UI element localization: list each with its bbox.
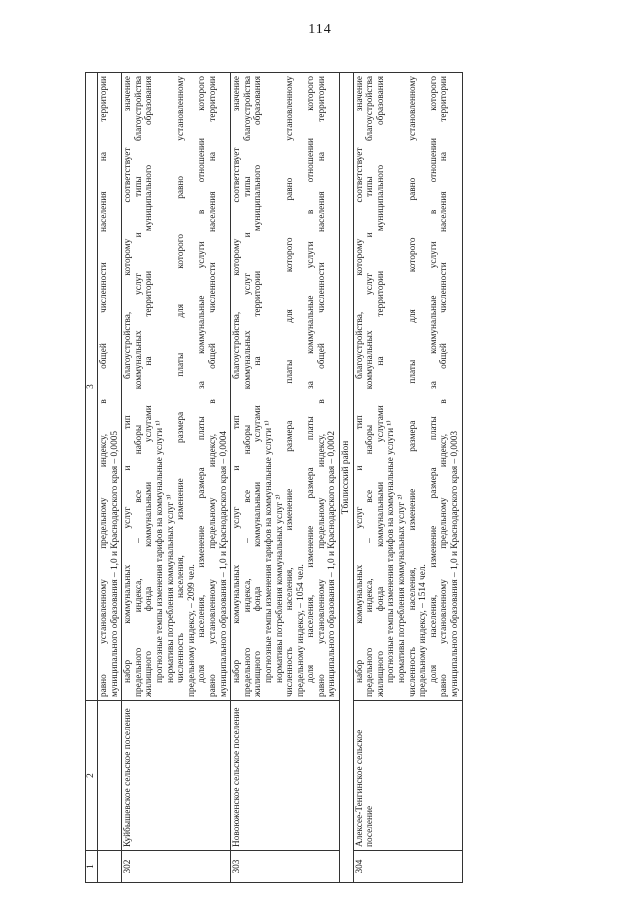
text-line: численность населения, изменение размера платы для которого равно установленному bbox=[407, 76, 418, 697]
data-table bbox=[85, 72, 463, 883]
text-line: прогнозные темпы изменения тарифов на коммунальные услуги ¹⁾ bbox=[154, 420, 165, 683]
rotated-table-sheet bbox=[85, 73, 535, 883]
text-line: муниципального образования – 1,0 и Краснодарского края – 0,0002 bbox=[327, 430, 338, 697]
text-line: предельного индекса, – все наборы коммунальных услуг и типы благоустройства bbox=[242, 76, 253, 697]
text-line: предельному индексу, – 2099 чел. bbox=[186, 564, 197, 697]
row-description bbox=[122, 73, 231, 701]
text-line: жилищного фонда коммунальными услугами на территории муниципального образования bbox=[253, 76, 264, 697]
municipality-name: Куйбышевское сельское поселение bbox=[122, 701, 231, 851]
text-line: доля населения, изменение размера платы за коммунальные услуги в отношении которого bbox=[428, 76, 439, 683]
table-row bbox=[122, 73, 231, 883]
text-line: набор коммунальных услуг и тип благоустройства, которому соответствует значение bbox=[354, 76, 365, 683]
header-col-1: 1 bbox=[86, 851, 98, 883]
continuation-text bbox=[98, 73, 122, 701]
row-description bbox=[353, 73, 462, 701]
text-line: прогнозные темпы изменения тарифов на коммунальные услуги ¹⁾ bbox=[386, 420, 397, 683]
text-line: набор коммунальных услуг и тип благоустройства, которому соответствует значение bbox=[232, 76, 243, 683]
text-line: равно установленному предельному индексу, в общей численности населения на территории bbox=[439, 76, 450, 697]
table-header-row bbox=[86, 73, 98, 883]
table-row bbox=[231, 73, 340, 883]
text-line: предельному индексу, – 1054 чел. bbox=[295, 564, 306, 697]
text-line: набор коммунальных услуг и тип благоустройства, которому соответствует значение bbox=[123, 76, 134, 683]
header-col-2: 2 bbox=[86, 701, 98, 851]
municipality-name: Алексее-Тенгинское сельское поселение bbox=[353, 701, 462, 851]
text-line: нормативы потребления коммунальных услуг ²⁾ bbox=[274, 494, 285, 683]
text-line: предельного индекса, – все наборы коммунальных услуг и типы благоустройства bbox=[365, 76, 376, 697]
text-line: равно установленному предельному индексу, в общей численности населения на территории bbox=[316, 76, 327, 697]
text-line: жилищного фонда коммунальными услугами на территории муниципального образования bbox=[375, 76, 386, 697]
page-number: 114 bbox=[308, 22, 332, 37]
text-line: нормативы потребления коммунальных услуг ²⁾ bbox=[397, 494, 408, 683]
text-line: равно установленному предельному индексу, в общей численности населения на территории bbox=[207, 76, 218, 697]
text-line: численность населения, изменение размера платы для которого равно установленному bbox=[176, 76, 187, 683]
text-line: доля населения, изменение размера платы за коммунальные услуги в отношении которого bbox=[197, 76, 208, 683]
text-line: предельного индекса, – все наборы коммунальных услуг и типы благоустройства bbox=[133, 76, 144, 697]
text-line: нормативы потребления коммунальных услуг ³⁾ bbox=[165, 494, 176, 683]
municipality-name: Новоюженское сельское поселение bbox=[231, 701, 340, 851]
text-line: муниципального образования – 1,0 и Краснодарского края – 0,0004 bbox=[218, 430, 229, 697]
text-line: численность населения, изменение размера платы для которого равно установленному bbox=[285, 76, 296, 697]
text-line: жилищного фонда коммунальными услугами на территории муниципального образования bbox=[144, 76, 155, 697]
section-title: Тбилисский район bbox=[340, 73, 354, 883]
table-row bbox=[353, 73, 462, 883]
table-row-continuation bbox=[98, 73, 122, 883]
row-number: 302 bbox=[122, 851, 231, 883]
text-line: прогнозные темпы изменения тарифов на коммунальные услуги ¹⁾ bbox=[263, 420, 274, 683]
text-line: доля населения, изменение размера платы за коммунальные услуги в отношении которого bbox=[306, 76, 317, 683]
text-line: предельному индексу, – 1514 чел. bbox=[418, 564, 429, 697]
row-description bbox=[231, 73, 340, 701]
text-line: муниципального образования – 1,0 и Краснодарского края – 0,0005 bbox=[109, 430, 120, 697]
row-number: 303 bbox=[231, 851, 340, 883]
text-line: равно установленному предельному индексу, в общей численности населения на территории bbox=[99, 76, 109, 697]
section-row bbox=[340, 73, 354, 883]
table-rotation-frame bbox=[85, 73, 535, 883]
text-line: муниципального образования – 1,0 и Краснодарского края – 0,0003 bbox=[450, 430, 460, 697]
row-number: 304 bbox=[353, 851, 462, 883]
header-col-3: 3 bbox=[86, 73, 98, 701]
